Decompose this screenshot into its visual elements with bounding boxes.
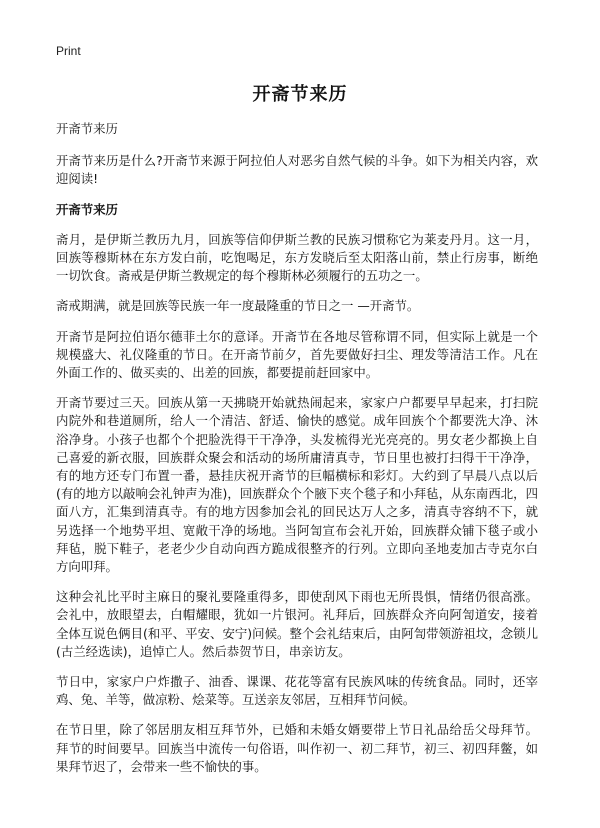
print-label[interactable]: Print <box>56 44 81 58</box>
page-title: 开斋节来历 <box>252 84 348 105</box>
paragraph-1: 斋月，是伊斯兰教历九月，回族等信仰伊斯兰教的民族习惯称它为莱麦丹月。这一月，回族等穆斯林在东方发白前，吃饱喝足，东方发晓后至太阳落山前，禁止行房事，断绝一切饮食。斋戒是伊斯兰教规定的每个穆斯林必须履行的五功之一。 <box>56 231 538 284</box>
intro-paragraph: 开斋节来历是什么?开斋节来源于阿拉伯人对恶劣自然气候的斗争。如下为相关内容，欢迎阅读! <box>56 153 538 187</box>
paragraph-6: 节日中，家家户户炸撒子、油香、课课、花花等富有民族风味的传统食品。同时，还宰鸡、兔、羊等，做凉粉、烩菜等。互送亲友邻居，互相拜节问候。 <box>56 674 538 708</box>
section-heading: 开斋节来历 <box>56 201 118 217</box>
paragraph-3: 开斋节是阿拉伯语尔德菲土尔的意译。开斋节在各地尽管称谓不同，但实际上就是一个规模盛大、礼仪隆重的节日。在开斋节前夕，首先要做好扫尘、理发等清洁工作。凡在外面工作的、做买卖的、出差的回族，都要提前赶回家中。 <box>56 328 538 381</box>
paragraph-2: 斋戒期满，就是回族等民族一年一度最隆重的节日之一 —开斋节。 <box>56 298 420 314</box>
paragraph-4: 开斋节要过三天。回族从第一天拂晓开始就热闹起来，家家户户都要早早起来，打扫院内院外和巷道厕所，给人一个清洁、舒适、愉快的感觉。成年回族个个都要洗大净、沐浴净身。小孩子也都个个把脸洗得干干净净，头发梳得光光亮亮的。男女老少都换上自己喜爱的新衣服，回族群众聚会和活动的场所庸清真寺，节日里也被打扫得干干净净，有的地方还专门布置一番，悬挂庆祝开斋节的巨幅横标和彩灯。大约到了早晨八点以后(有的地方以敲响会礼钟声为准)，回族群众个个腋下夹个毯子和小拜毡，从东南西北，四面八方，汇集到清真寺。有的地方因参加会礼的回民达万人之多，清真寺容纳不下，就另选择一个地势平坦、宽敞干净的场地。当阿訇宣布会礼开始，回族群众铺下毯子或小拜毡，脱下鞋子，老老少少自动向西方跪成很整齐的行列。立即向圣地麦加古寺克尔白方向叩拜。 <box>56 395 538 575</box>
article-subtitle: 开斋节来历 <box>56 121 118 136</box>
article-body <box>56 120 538 788</box>
paragraph-5: 这种会礼比平时主麻日的聚礼要隆重得多，即使刮风下雨也无所畏惧，情绪仍很高涨。会礼中，放眼望去，白帽耀眼，犹如一片银河。礼拜后，回族群众齐向阿訇道安，接着全体互说色俩目(和平、平安、安宁)问候。整个会礼结束后，由阿訇带领游祖坟，念锁儿(古兰经选读)，追悼亡人。然后恭贺节日，串亲访友。 <box>56 589 538 659</box>
paragraph-7: 在节日里，除了邻居朋友相互拜节外，已婚和未婚女婿要带上节日礼品给岳父母拜节。拜节的时间要早。回族当中流传一句俗语，叫作初一、初二拜节，初三、初四拜鳖，如果拜节迟了，会带来一些不愉快的事。 <box>56 722 538 774</box>
